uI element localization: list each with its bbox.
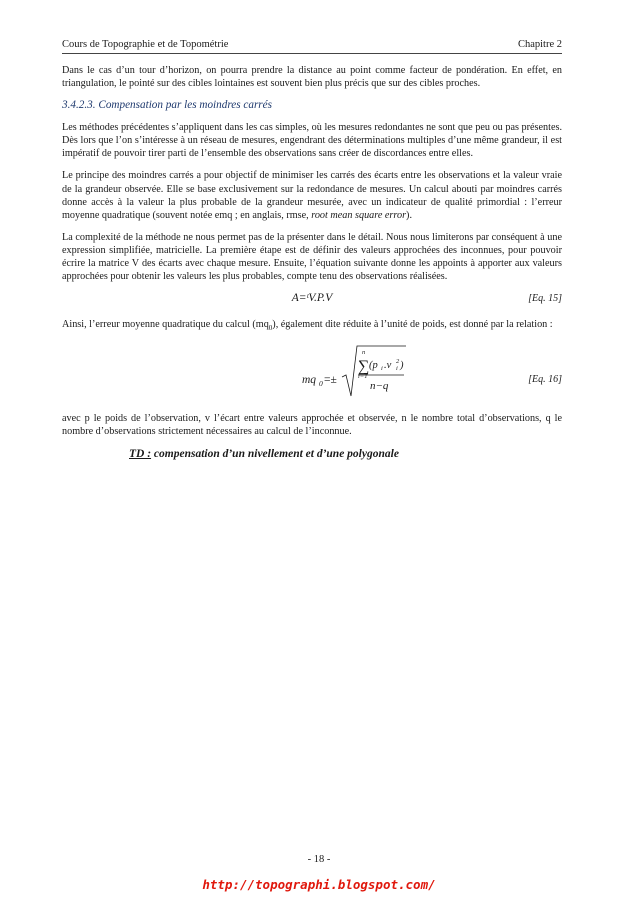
footer-url-link[interactable]: http://topographi.blogspot.com/ xyxy=(202,877,436,892)
equation-16 xyxy=(62,344,562,404)
equation-15-number: [Eq. 15] xyxy=(528,293,562,305)
eq16-numerator-open: (p xyxy=(369,360,378,372)
eq16-sum-lower: i=1 xyxy=(358,373,368,381)
paragraph-text: Le principe des moindres carrés a pour objectif de minimiser les carrés des écarts entre les observations et la valeur vraie de la grandeur observée. Elle se base exclusivement sur la redondance de mesures. Un calcul abouti par moindres carrés donne accès à la valeur la plus probable de la grandeur mesurée, avec un indicateur de qualité primordial : l’erreur moyenne quadratique (souvent notée emq ; en anglais, rmse, xyxy=(62,170,562,221)
eq16-denominator: n−q xyxy=(370,380,389,393)
eq16-lhs: mq xyxy=(302,374,317,387)
eq16-sigma-icon: ∑ xyxy=(358,358,370,376)
header-course-title: Cours de Topographie et de Topométrie xyxy=(62,39,229,50)
equation-16-formula xyxy=(258,344,458,404)
header-chapter: Chapitre 2 xyxy=(517,39,562,50)
eq16-numerator-sup: 2 xyxy=(396,358,400,366)
equation-15 xyxy=(62,292,562,310)
paragraph-rmse-intro xyxy=(62,318,562,335)
eq16-lhs-sub: 0 xyxy=(319,379,323,389)
paragraph-text-end: ), également dite réduite à l’unité de poids, est donné par la relation : xyxy=(272,319,553,331)
rmse-italic-term: root mean square error xyxy=(311,209,407,221)
eq16-sum-upper: n xyxy=(362,349,366,357)
paragraph-methods: Les méthodes précédentes s’appliquent dans les cas simples, où les mesures redondantes ne sont que peu ou pas présentes. Dès lors que l’on s’intéresse à un réseau de mesures, engendrant des déterminations multiples d’une même grandeur, il est impératif de pouvoir tirer parti de l’ensemble des observations sans créer de discordances entre elles. xyxy=(62,122,562,160)
paragraph-variables: avec p le poids de l’observation, v l’écart entre valeurs approchée et observée, n le nombre total d’observations, q le nombre d’observations strictement nécessaires au calcul de l’inconnue. xyxy=(62,413,562,438)
equation-16-number: [Eq. 16] xyxy=(528,374,562,386)
paragraph-least-squares-principle xyxy=(62,169,562,221)
section-title: 3.4.2.3. Compensation par les moindres carrés xyxy=(62,99,272,112)
eq16-numerator-i2: i xyxy=(396,365,398,373)
paragraph-weighting: Dans le cas d’un tour d’horizon, on pourra prendre la distance au point comme facteur de pondération. En effet, en triangulation, le pointé sur des cibles lointaines est souvent bien plus précis que sur des cibles proches. xyxy=(62,65,562,90)
document-body xyxy=(62,64,562,460)
equation-15-formula: A=ᵗV.P.V xyxy=(291,292,333,305)
eq16-equals-pm: =± xyxy=(324,374,337,387)
td-text: compensation d’un nivellement et d’une polygonale xyxy=(151,447,399,460)
paragraph-text: Ainsi, l’erreur moyenne quadratique du calcul (mq xyxy=(62,319,269,331)
subscript-zero: 0 xyxy=(268,324,273,333)
td-label: TD : xyxy=(129,447,152,460)
paragraph-text-end: ). xyxy=(406,209,412,221)
eq16-numerator-mid: .v xyxy=(384,360,392,372)
page-number: - 18 - xyxy=(307,854,331,865)
paragraph-complexity: La complexité de la méthode ne nous permet pas de la présenter dans le détail. Nous nous limiterons par conséquent à une expression simplifiée, matricielle. La première étape est de définir des valeurs approchées des inconnues, pour pouvoir écrire la matrice V des écarts avec chaque mesure. Ensuite, l’équation suivante donne les appoints à apporter aux valeurs approchées pour obtenir les valeurs les plus probables, compte tenu des observations réalisées. xyxy=(62,231,562,283)
eq16-numerator-i: i xyxy=(381,365,383,373)
td-heading xyxy=(129,448,562,460)
page-header xyxy=(62,39,562,54)
eq16-numerator-close: ) xyxy=(400,360,404,372)
